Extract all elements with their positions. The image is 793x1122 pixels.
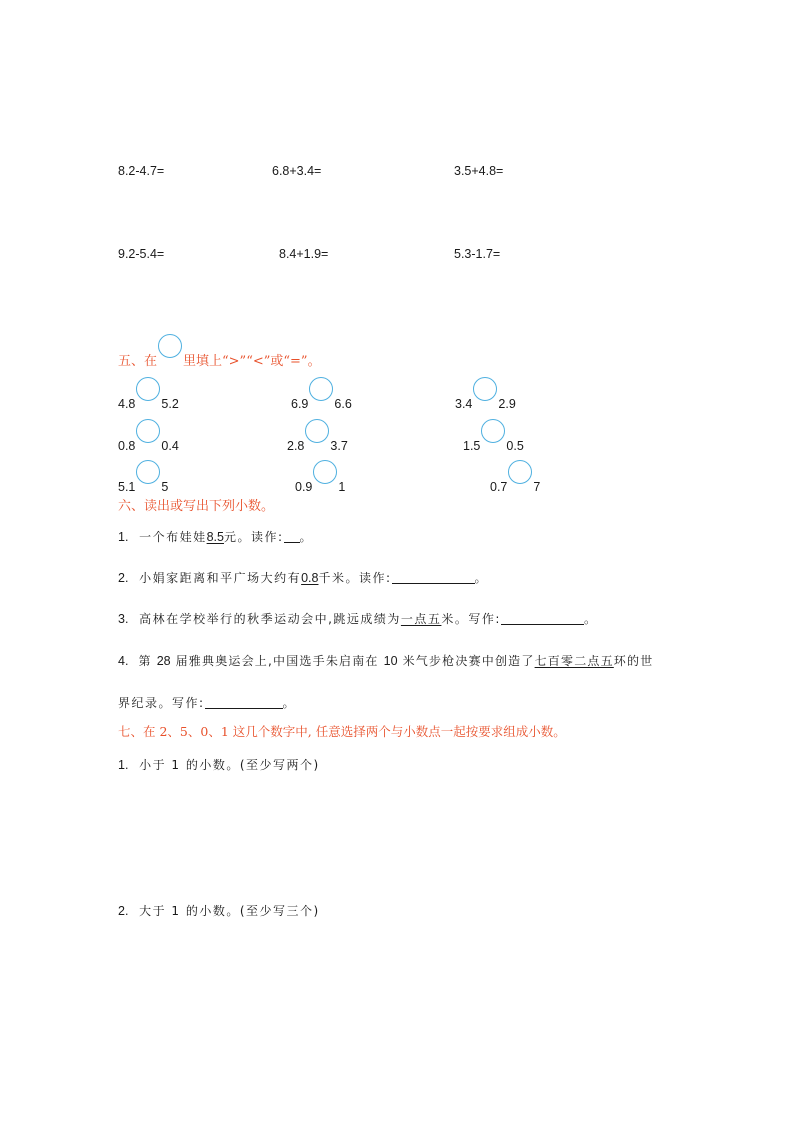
calc-item: 9.2-5.4= — [118, 247, 165, 261]
answer-circle[interactable] — [305, 419, 329, 443]
question-text: 千米。读作: — [318, 571, 392, 585]
question-6-1 — [118, 528, 313, 545]
compare-left: 0.7 — [490, 480, 508, 494]
answer-circle[interactable] — [309, 377, 333, 401]
question-end: 。 — [282, 696, 297, 710]
compare-right: 1 — [338, 480, 346, 494]
question-text: 届雅典奥运会上,中国选手朱启南在 — [175, 654, 379, 668]
compare-item[interactable] — [118, 469, 168, 494]
compare-right: 0.4 — [161, 439, 179, 453]
question-number: 1. — [118, 530, 129, 544]
answer-blank[interactable] — [205, 696, 283, 709]
question-text: 元。读作: — [223, 530, 284, 544]
compare-item[interactable] — [463, 428, 524, 453]
answer-circle[interactable] — [136, 460, 160, 484]
question-number: 1. — [118, 758, 129, 772]
compare-left: 4.8 — [118, 397, 136, 411]
answer-circle[interactable] — [481, 419, 505, 443]
question-7-2 — [118, 902, 320, 919]
section-5-title-post: 里填上“>”“<”或“=”。 — [183, 354, 321, 369]
compare-right: 6.6 — [334, 397, 352, 411]
given-value: 0.8 — [301, 571, 319, 585]
question-number: 2. — [118, 904, 129, 918]
compare-right: 5 — [161, 480, 169, 494]
question-text: 米气步枪决赛中创造了 — [402, 654, 535, 668]
section-5-title — [118, 343, 321, 369]
compare-item[interactable] — [455, 386, 516, 411]
compare-item[interactable] — [490, 469, 540, 494]
question-6-4 — [118, 652, 653, 669]
question-end: 。 — [299, 530, 314, 544]
question-6-2 — [118, 569, 488, 586]
compare-left: 5.1 — [118, 480, 136, 494]
answer-circle[interactable] — [313, 460, 337, 484]
compare-item[interactable] — [287, 428, 348, 453]
section-7-title: 七、在 2、5、0、1 这几个数字中, 任意选择两个与小数点一起按要求组成小数。 — [118, 724, 566, 739]
calc-item: 6.8+3.4= — [272, 164, 322, 178]
answer-circle[interactable] — [473, 377, 497, 401]
compare-left: 0.8 — [118, 439, 136, 453]
compare-right: 7 — [533, 480, 541, 494]
given-value: 七百零二点五 — [534, 654, 614, 668]
compare-right: 2.9 — [498, 397, 516, 411]
compare-left: 2.8 — [287, 439, 305, 453]
compare-left: 6.9 — [291, 397, 309, 411]
question-text: 一个布娃娃 — [139, 530, 207, 544]
calc-item: 8.2-4.7= — [118, 164, 165, 178]
compare-right: 0.5 — [506, 439, 524, 453]
answer-blank[interactable] — [501, 612, 584, 625]
compare-left: 3.4 — [455, 397, 473, 411]
question-text: 小娟家距离和平广场大约有 — [139, 571, 302, 585]
question-text: 大于 1 的小数。(至少写三个) — [139, 904, 320, 918]
compare-item[interactable] — [291, 386, 352, 411]
answer-circle[interactable] — [136, 419, 160, 443]
compare-left: 0.9 — [295, 480, 313, 494]
answer-circle[interactable] — [136, 377, 160, 401]
question-text: 小于 1 的小数。(至少写两个) — [139, 758, 320, 772]
question-number: 4. — [118, 654, 129, 668]
question-text: 第 — [138, 654, 152, 668]
question-end: 。 — [583, 612, 598, 626]
answer-circle[interactable] — [508, 460, 532, 484]
compare-item[interactable] — [295, 469, 345, 494]
inline-number: 10 — [383, 654, 398, 668]
question-text: 环的世 — [613, 654, 654, 668]
calc-item: 8.4+1.9= — [279, 247, 329, 261]
blank-circle-icon — [158, 334, 182, 358]
question-text: 高林在学校举行的秋季运动会中,跳远成绩为 — [139, 612, 401, 626]
question-7-1 — [118, 756, 320, 773]
compare-item[interactable] — [118, 428, 179, 453]
calc-item: 5.3-1.7= — [454, 247, 501, 261]
given-value: 8.5 — [206, 530, 224, 544]
question-number: 3. — [118, 612, 129, 626]
question-number: 2. — [118, 571, 129, 585]
given-value: 一点五 — [400, 612, 442, 626]
inline-number: 28 — [156, 654, 171, 668]
section-5-title-pre: 五、在 — [118, 354, 158, 369]
section-6-title: 六、读出或写出下列小数。 — [118, 499, 275, 514]
answer-blank[interactable] — [284, 530, 300, 543]
question-text: 界纪录。写作: — [118, 696, 205, 710]
compare-right: 5.2 — [161, 397, 179, 411]
question-end: 。 — [474, 571, 489, 585]
question-6-3 — [118, 610, 597, 627]
question-6-4-cont — [118, 694, 296, 711]
compare-item[interactable] — [118, 386, 179, 411]
question-text: 米。写作: — [441, 612, 501, 626]
answer-blank[interactable] — [392, 571, 475, 584]
compare-right: 3.7 — [330, 439, 348, 453]
calc-item: 3.5+4.8= — [454, 164, 504, 178]
compare-left: 1.5 — [463, 439, 481, 453]
